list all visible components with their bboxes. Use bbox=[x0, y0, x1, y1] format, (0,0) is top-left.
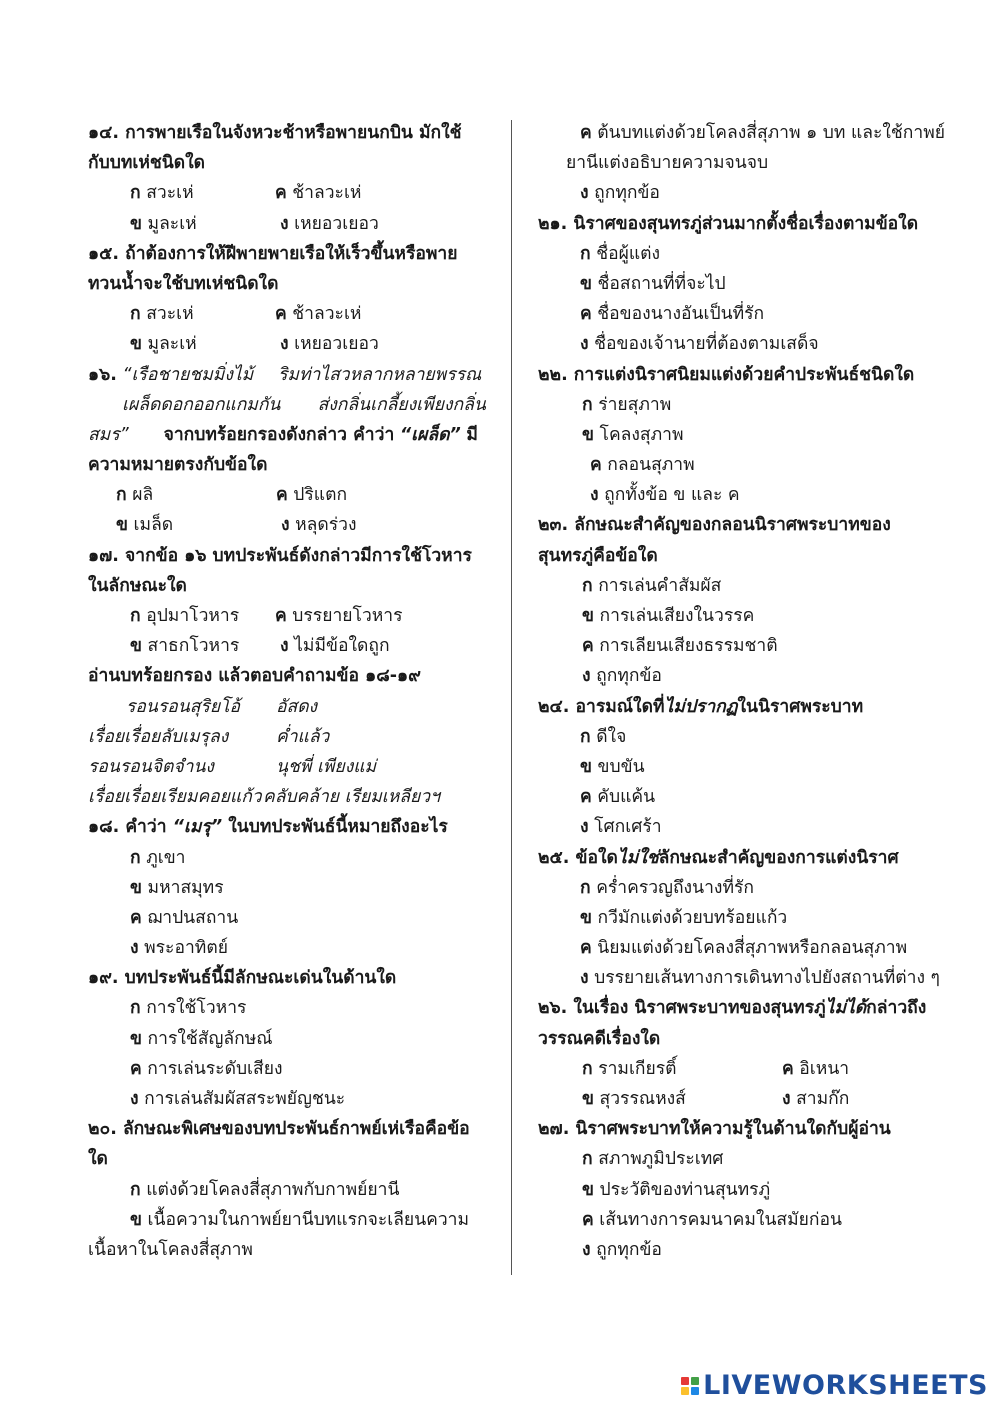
option-d[interactable]: ง ไม่มีข้อใดถูก bbox=[280, 636, 390, 657]
question-21-stem: ๒๑. นิราศของสุนทรภู่ส่วนมากตั้งชื่อเรื่องตามข้อใด bbox=[538, 213, 919, 234]
option-a[interactable]: ก คร่ำครวญถึงนางที่รัก bbox=[580, 877, 754, 898]
option-b[interactable]: ข การเล่นเสียงในวรรค bbox=[582, 606, 755, 626]
option-c-cont: ยานีแต่งอธิบายความจนจบ bbox=[566, 153, 769, 174]
option-b[interactable]: ข สาธกโวหาร bbox=[130, 636, 240, 657]
option-a[interactable]: ก รามเกียรติ์ bbox=[582, 1058, 677, 1079]
option-c[interactable]: ค คับแค้น bbox=[580, 787, 656, 808]
left-column bbox=[88, 118, 498, 1265]
right-column bbox=[538, 118, 946, 1265]
option-b[interactable]: ข กวีมักแต่งด้วยบทร้อยแก้ว bbox=[580, 907, 788, 928]
question-23-stem: ๒๓. ลักษณะสำคัญของกลอนนิราศพระบาทของ bbox=[538, 515, 891, 536]
option-a[interactable]: ก สภาพภูมิประเทศ bbox=[582, 1149, 724, 1170]
question-24-stem: ๒๔. อารมณ์ใดที่ไม่ปรากฏในนิราศพระบาท bbox=[538, 696, 864, 717]
question-14-stem: ๑๔. การพายเรือในจังหวะช้าหรือพายนกบิน มักใช้ bbox=[88, 123, 462, 143]
poem-line-2: เรื่อยเรื่อยลับเมรุลง ค่ำแล้ว bbox=[88, 726, 330, 747]
question-14-stem-cont: กับบทเห่ชนิดใด bbox=[88, 153, 205, 174]
option-a[interactable]: ก สวะเห่ bbox=[130, 183, 194, 204]
option-c[interactable]: ค การเล่นระดับเสียง bbox=[130, 1058, 283, 1079]
option-b[interactable]: ข มูละเห่ bbox=[130, 334, 197, 355]
option-d[interactable]: ง พระอาทิตย์ bbox=[130, 938, 228, 959]
question-20-stem-cont: ใด bbox=[88, 1149, 108, 1170]
question-22-stem: ๒๒. การแต่งนิราศนิยมแต่งด้วยคำประพันธ์ชนิดใด bbox=[538, 364, 915, 385]
option-a[interactable]: ก ดีใจ bbox=[580, 726, 627, 747]
question-15-options-row2 bbox=[88, 329, 498, 359]
option-c[interactable]: ค เส้นทางการคมนาคมในสมัยก่อน bbox=[582, 1209, 842, 1230]
question-23-stem-cont: สุนทรภู่คือข้อใด bbox=[538, 545, 658, 566]
question-26-stem: ๒๖. ในเรื่อง นิราศพระบาทของสุนทรภู่ไม่ได้กล่าวถึง bbox=[538, 998, 927, 1019]
logo-text: LIVEWORKSHEETS bbox=[703, 1370, 988, 1401]
option-d[interactable]: ง เหยอวเยอว bbox=[280, 334, 379, 355]
option-a[interactable]: ก ร่ายสุภาพ bbox=[582, 394, 672, 415]
option-b-cont: เนื้อหาในโคลงสี่สุภาพ bbox=[88, 1239, 253, 1260]
option-d[interactable]: ง ถูกทุกข้อ bbox=[580, 183, 660, 204]
option-c[interactable]: ค ฌาปนสถาน bbox=[130, 907, 239, 928]
option-b[interactable]: ข ชื่อสถานที่ที่จะไป bbox=[580, 273, 726, 294]
question-26-stem-cont: วรรณคดีเรื่องใด bbox=[538, 1028, 661, 1049]
option-c[interactable]: ค ชื่อของนางอันเป็นที่รัก bbox=[580, 304, 765, 325]
option-d[interactable]: ง การเล่นสัมผัสสระพยัญชนะ bbox=[130, 1089, 346, 1109]
question-25-stem: ๒๕. ข้อใดไม่ใช่ลักษณะสำคัญของการแต่งนิราศ bbox=[538, 847, 899, 868]
option-b[interactable]: ข สุวรรณหงส์ bbox=[582, 1089, 686, 1109]
column-divider bbox=[511, 120, 512, 1275]
poem-line-4: เรื่อยเรื่อยเรียมคอยแก้วคลับคล้าย เรียมเหลียวฯ bbox=[88, 787, 440, 808]
option-c[interactable]: ค การเลียนเสียงธรรมชาติ bbox=[582, 636, 778, 657]
poem-line-3: รอนรอนจิตจำนง นุชพี่ เพียงแม่ bbox=[88, 756, 377, 777]
option-a[interactable]: ก ผลิ bbox=[116, 485, 154, 506]
question-14-options-row1 bbox=[88, 178, 498, 208]
option-a[interactable]: ก ชื่อผู้แต่ง bbox=[580, 243, 661, 264]
question-15-stem: ๑๕. ถ้าต้องการให้ฝีพายพายเรือให้เร็วขึ้นหรือพาย bbox=[88, 243, 458, 264]
question-15-stem-cont: ทวนน้ำจะใช้บทเห่ชนิดใด bbox=[88, 273, 279, 294]
option-d[interactable]: ง บรรยายเส้นทางการเดินทางไปยังสถานที่ต่าง ๆ bbox=[580, 968, 940, 989]
option-c[interactable]: ค ช้าลวะเห่ bbox=[275, 183, 362, 204]
option-b[interactable]: ข เมล็ด bbox=[116, 515, 174, 536]
question-17-stem-cont: ในลักษณะใด bbox=[88, 575, 187, 596]
option-c[interactable]: ค ต้นบทแต่งด้วยโคลงสี่สุภาพ ๑ บท และใช้กาพย์ bbox=[580, 123, 946, 143]
option-b[interactable]: ข ขบขัน bbox=[580, 756, 645, 777]
option-d[interactable]: ง ชื่อของเจ้านายที่ต้องตามเสด็จ bbox=[580, 334, 819, 355]
question-16-options-row1 bbox=[88, 480, 498, 510]
question-16-options-row2 bbox=[88, 510, 498, 540]
option-c[interactable]: ค นิยมแต่งด้วยโคลงสี่สุภาพหรือกลอนสุภาพ bbox=[580, 938, 908, 959]
option-d[interactable]: ง ถูกทั้งข้อ ข และ ค bbox=[590, 485, 740, 506]
question-16-poem-line2: เผล็ดดอกออกแกมกัน ส่งกลิ่นเกลี้ยงเพียงกลิ่น bbox=[122, 394, 486, 415]
option-b[interactable]: ข การใช้สัญลักษณ์ bbox=[130, 1028, 273, 1049]
question-16-stem: สมร” จากบทร้อยกรองดังกล่าว คำว่า “เผล็ด” มี bbox=[88, 424, 478, 445]
option-d[interactable]: ง ถูกทุกข้อ bbox=[582, 666, 662, 687]
option-c[interactable]: ค อิเหนา bbox=[782, 1058, 850, 1079]
option-b[interactable]: ข มูละเห่ bbox=[130, 213, 197, 234]
option-b[interactable]: ข มหาสมุทร bbox=[130, 877, 224, 898]
option-c[interactable]: ค ช้าลวะเห่ bbox=[275, 304, 362, 325]
option-d[interactable]: ง เหยอวเยอว bbox=[280, 213, 379, 234]
question-26-options-row2 bbox=[538, 1084, 938, 1114]
instruction-heading: อ่านบทร้อยกรอง แล้วตอบคำถามข้อ ๑๘-๑๙ bbox=[88, 666, 421, 687]
question-16-stem-cont: ความหมายตรงกับข้อใด bbox=[88, 455, 268, 476]
option-a[interactable]: ก ภูเขา bbox=[130, 847, 186, 868]
option-d[interactable]: ง สามก๊ก bbox=[782, 1089, 850, 1109]
option-a[interactable]: ก สวะเห่ bbox=[130, 304, 194, 325]
option-d[interactable]: ง หลุดร่วง bbox=[281, 515, 357, 536]
option-b[interactable]: ข โคลงสุภาพ bbox=[582, 424, 684, 445]
option-c[interactable]: ค กลอนสุภาพ bbox=[590, 455, 695, 476]
question-19-stem: ๑๙. บทประพันธ์นี้มีลักษณะเด่นในด้านใด bbox=[88, 968, 397, 989]
option-a[interactable]: ก อุปมาโวหาร bbox=[130, 606, 240, 626]
option-a[interactable]: ก แต่งด้วยโคลงสี่สุภาพกับกาพย์ยานี bbox=[130, 1179, 400, 1200]
poem-line-1: รอนรอนสุริยโอ้ อัสดง bbox=[126, 696, 318, 717]
option-d[interactable]: ง โศกเศร้า bbox=[580, 817, 662, 838]
question-18-stem: ๑๘. คำว่า “เมรุ” ในบทประพันธ์นี้หมายถึงอะไร bbox=[88, 817, 448, 838]
question-26-options-row1 bbox=[538, 1054, 938, 1084]
question-27-stem: ๒๗. นิราศพระบาทให้ความรู้ในด้านใดกับผู้อ่าน bbox=[538, 1119, 891, 1140]
question-20-stem: ๒๐. ลักษณะพิเศษของบทประพันธ์กาพย์เห่เรือคือข้อ bbox=[88, 1119, 470, 1140]
liveworksheets-logo[interactable] bbox=[681, 1370, 988, 1401]
option-c[interactable]: ค ปริแตก bbox=[276, 485, 348, 506]
logo-mark-icon bbox=[681, 1377, 699, 1395]
option-a[interactable]: ก การใช้โวหาร bbox=[130, 998, 247, 1019]
question-15-options-row1 bbox=[88, 299, 498, 329]
option-d[interactable]: ง ถูกทุกข้อ bbox=[582, 1239, 662, 1260]
option-b[interactable]: ข ประวัติของท่านสุนทรภู่ bbox=[582, 1179, 771, 1200]
question-17-options-row2 bbox=[88, 631, 498, 661]
question-17-options-row1 bbox=[88, 601, 498, 631]
option-b[interactable]: ข เนื้อความในกาพย์ยานีบทแรกจะเลียนความ bbox=[130, 1209, 470, 1230]
option-c[interactable]: ค บรรยายโวหาร bbox=[275, 606, 403, 626]
option-a[interactable]: ก การเล่นคำสัมผัส bbox=[582, 575, 722, 596]
question-17-stem: ๑๗. จากข้อ ๑๖ บทประพันธ์ดังกล่าวมีการใช้โวหาร bbox=[88, 545, 472, 566]
question-14-options-row2 bbox=[88, 209, 498, 239]
question-16-poem-line1: ๑๖. “เรือชายชมมิ่งไม้ ริมท่าไสวหลากหลายพรรณ bbox=[88, 364, 482, 385]
